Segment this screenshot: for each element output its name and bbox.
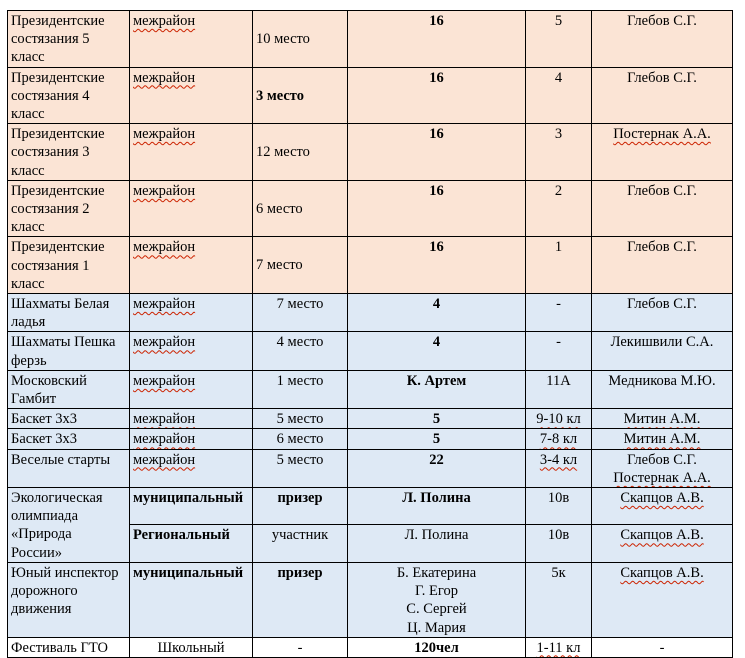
event-cell: Веселые старты [8, 449, 130, 487]
teacher-cell: Глебов С.Г. [592, 11, 733, 68]
result-cell: 10 место [253, 11, 348, 68]
teacher-cell: Медникова М.Ю. [592, 370, 733, 408]
result-cell: 6 место [253, 180, 348, 237]
event-cell: Президентские состязания 5 класс [8, 11, 130, 68]
result-cell: 7 место [253, 237, 348, 294]
result-cell: 6 место [253, 429, 348, 449]
participants-cell: 5 [348, 409, 526, 429]
participants-cell: 16 [348, 237, 526, 294]
participants-cell: 4 [348, 294, 526, 332]
teacher-cell: Митин А.М. [592, 429, 733, 449]
level-cell: межрайон [130, 370, 253, 408]
table-row [8, 180, 733, 237]
result-cell: 5 место [253, 449, 348, 487]
teacher-cell: Глебов С.Г. [592, 237, 733, 294]
table-row [8, 237, 733, 294]
table-row [8, 124, 733, 181]
event-cell: Президентские состязания 3 класс [8, 124, 130, 181]
participants-cell: 22 [348, 449, 526, 487]
event-cell: Шахматы Пешка ферзь [8, 332, 130, 370]
table-row [8, 488, 733, 525]
level-cell: межрайон [130, 294, 253, 332]
event-cell: Президентские состязания 4 класс [8, 67, 130, 124]
teacher-cell: Митин А.М. [592, 409, 733, 429]
level-cell: муниципальный [130, 488, 253, 525]
event-cell: Баскет 3х3 [8, 409, 130, 429]
event-cell: Экологическая олимпиада «Природа России» [8, 488, 130, 563]
level-cell: межрайон [130, 67, 253, 124]
result-cell: 1 место [253, 370, 348, 408]
participants-cell: 4 [348, 332, 526, 370]
teacher-cell: Скапцов А.В. [592, 525, 733, 562]
class-cell: 4 [526, 67, 592, 124]
table-row [8, 562, 733, 637]
teacher-cell: Скапцов А.В. [592, 562, 733, 637]
class-cell: 10в [526, 488, 592, 525]
class-cell: 5 [526, 11, 592, 68]
participants-cell: 16 [348, 124, 526, 181]
result-cell: призер [253, 562, 348, 637]
table-row [8, 294, 733, 332]
level-cell: Региональный [130, 525, 253, 562]
class-cell: 7-8 кл [526, 429, 592, 449]
result-cell: 12 место [253, 124, 348, 181]
event-cell: Президентские состязания 1 класс [8, 237, 130, 294]
class-cell: - [526, 294, 592, 332]
teacher-cell: Глебов С.Г. [592, 180, 733, 237]
table-row [8, 637, 733, 657]
class-cell: 1-11 кл [526, 637, 592, 657]
class-cell: - [526, 332, 592, 370]
result-cell: 5 место [253, 409, 348, 429]
table-row [8, 449, 733, 487]
class-cell: 9-10 кл [526, 409, 592, 429]
result-cell: призер [253, 488, 348, 525]
teacher-cell: Глебов С.Г. [592, 294, 733, 332]
participants-cell: 16 [348, 11, 526, 68]
participants-cell: 120чел [348, 637, 526, 657]
participants-cell: Л. Полина [348, 488, 526, 525]
level-cell: межрайон [130, 124, 253, 181]
level-cell: межрайон [130, 409, 253, 429]
level-cell: межрайон [130, 180, 253, 237]
table-row [8, 67, 733, 124]
event-cell: Президентские состязания 2 класс [8, 180, 130, 237]
table-row [8, 429, 733, 449]
level-cell: межрайон [130, 11, 253, 68]
class-cell: 3 [526, 124, 592, 181]
result-cell: 4 место [253, 332, 348, 370]
event-cell: Юный инспектор дорожного движения [8, 562, 130, 637]
level-cell: межрайон [130, 429, 253, 449]
table-row [8, 370, 733, 408]
level-cell: межрайон [130, 332, 253, 370]
result-cell: - [253, 637, 348, 657]
table-row [8, 11, 733, 68]
level-cell: межрайон [130, 449, 253, 487]
table-row [8, 332, 733, 370]
event-cell: Московский Гамбит [8, 370, 130, 408]
level-cell: межрайон [130, 237, 253, 294]
participants-cell: 5 [348, 429, 526, 449]
class-cell: 2 [526, 180, 592, 237]
teacher-cell: Постернак А.А. [592, 124, 733, 181]
level-cell: муниципальный [130, 562, 253, 637]
teacher-cell: Лекишвили С.А. [592, 332, 733, 370]
participants-cell: К. Артем [348, 370, 526, 408]
class-cell: 3-4 кл [526, 449, 592, 487]
result-cell: 7 место [253, 294, 348, 332]
participants-cell: Б. Екатерина Г. Егор С. Сергей Ц. Мария [348, 562, 526, 637]
competition-results-table [7, 10, 733, 658]
teacher-cell: Глебов С.Г. Постернак А.А. [592, 449, 733, 487]
class-cell: 10в [526, 525, 592, 562]
class-cell: 5к [526, 562, 592, 637]
participants-cell: Л. Полина [348, 525, 526, 562]
participants-cell: 16 [348, 67, 526, 124]
class-cell: 11А [526, 370, 592, 408]
teacher-cell: Скапцов А.В. [592, 488, 733, 525]
event-cell: Баскет 3х3 [8, 429, 130, 449]
class-cell: 1 [526, 237, 592, 294]
teacher-cell: - [592, 637, 733, 657]
event-cell: Фестиваль ГТО [8, 637, 130, 657]
table-row [8, 409, 733, 429]
teacher-cell: Глебов С.Г. [592, 67, 733, 124]
result-cell: 3 место [253, 67, 348, 124]
result-cell: участник [253, 525, 348, 562]
event-cell: Шахматы Белая ладья [8, 294, 130, 332]
participants-cell: 16 [348, 180, 526, 237]
level-cell: Школьный [130, 637, 253, 657]
